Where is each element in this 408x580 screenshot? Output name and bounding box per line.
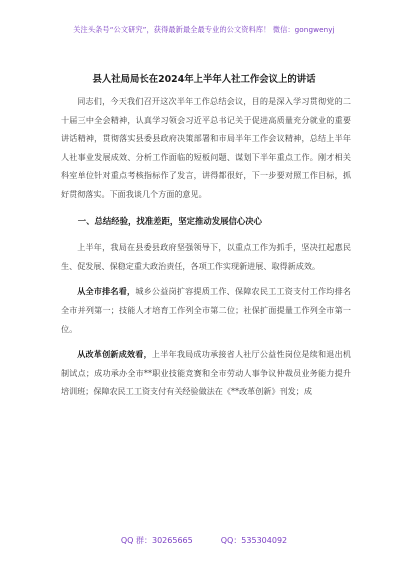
paragraph-ranking — [61, 282, 351, 338]
paragraph-ranking-lead: 从全市排名看， — [77, 286, 136, 297]
paragraph-ranking-text: 城乡公益岗扩容提质工作、保障农民工工资支付工作均排名全市并列第一；技能人才培育工作列全市第二位；社保扩面提量工作列全市第一位。 — [61, 286, 351, 334]
document-body — [61, 92, 351, 401]
footer-contact — [0, 535, 408, 546]
paragraph-reform-text: 上半年我局成功承接省人社厅公益性岗位是续和退出机制试点；成功承办全市**职业技能竞赛和全市劳动人事争议仲裁员业务能力提升培训班；保障农民工工资支付有关经验做法在《**改革创新》刊发；成 — [61, 349, 351, 397]
footer-qq-group: QQ 群：30265665 — [120, 536, 193, 545]
paragraph-reform — [61, 345, 351, 401]
document-title: 县人社局局长在2024年上半年人社工作会议上的讲话 — [92, 74, 316, 85]
paragraph-reform-lead: 从改革创新成效看， — [77, 349, 152, 360]
section-heading-1: 一、总结经验，找准差距，坚定推动发展信心决心 — [77, 215, 263, 226]
footer-qq: QQ：535304092 — [220, 536, 288, 545]
header-banner: 关注头条号“公文研究”，获得最新最全最专业的公文资料库！ 微信：gongwenyj — [73, 25, 335, 34]
paragraph-overview: 上半年，我局在县委县政府坚强领导下，以重点工作为抓手，坚决扛起惠民生、促发展、保稳定重大政治责任，各项工作实现新进展、取得新成效。 — [61, 242, 351, 271]
paragraph-opening: 同志们，今天我们召开这次半年工作总结会议，目的是深入学习贯彻党的二十届三中全会精神，认真学习领会习近平总书记关于促进高质量充分就业的重要讲话精神，贯彻落实县委县政府决策部署和市局半年工作会议精神，总结上半年人社事业发展成效、分析工作面临的短板问题、谋划下半年重点工作。刚才相关科室单位针对重点考核指标作了发言，讲得都很好，下一步要对照工作目标，抓好贯彻落实。下面我谈几个方面的意见。 — [61, 96, 351, 199]
